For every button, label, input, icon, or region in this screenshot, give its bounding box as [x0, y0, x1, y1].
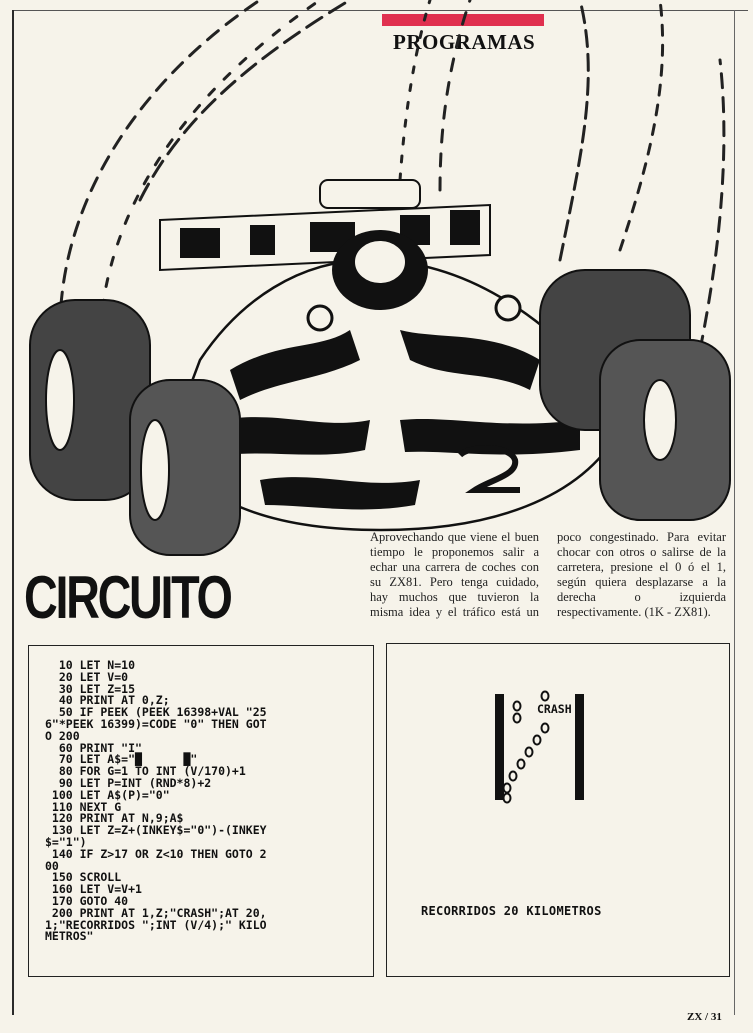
- article-intro: Aprovechando que viene el buen tiempo le proponemos salir a echar una carrera de coches con su ZX81. Pero tenga cuidado, hay muchos que tuvieron la misma idea y el tráfico está un poco congestinado. Para evitar chocar con otros o salirse de la carretera, presione el 0 ó el 1, según quiera desplazarse a la derecha o izquierda respectivamente. (1K - ZX81).: [370, 530, 726, 619]
- distance-result: RECORRIDOS 20 KILOMETROS: [421, 904, 602, 918]
- race-car-illustration: [20, 0, 740, 570]
- basic-program-code: 10 LET N=10 20 LET V=0 30 LET Z=15 40 PRINT AT 0,Z; 50 IF PEEK (PEEK 16398+VAL "25 6"*PEEK 16399)=CODE "0" THEN GOT O 200 60 PRINT "I" 70 LET A$="█ █" 80 FOR G=1 TO INT (V/170)+1 90 LET P=INT (RND*8)+2 100 LET A$(P)="0" 110 NEXT G 120 PRINT AT N,9;A$ 130 LET Z=Z+(INKEY$="0")-(INKEY $="1") 140 IF Z>17 OR Z<10 THEN GOTO 2 00 150 SCROLL 160 LET V=V+1 170 GOTO 40 200 PRINT AT 1,Z;"CRASH";AT 20, 1;"RECORRIDOS ";INT (V/4);" KILO METROS": [45, 658, 267, 944]
- screen-output-graphic: [387, 644, 729, 976]
- article-title: CIRCUITO: [24, 564, 231, 631]
- road-right-wall: [575, 694, 584, 800]
- page-frame-left: [12, 10, 14, 1015]
- screen-output-panel: [386, 643, 730, 977]
- road-left-wall: [495, 694, 504, 800]
- page-folio: ZX / 31: [687, 1011, 722, 1023]
- crash-message: CRASH: [537, 702, 572, 716]
- program-listing-panel: [28, 645, 374, 977]
- section-heading: PROGRAMAS: [393, 30, 536, 54]
